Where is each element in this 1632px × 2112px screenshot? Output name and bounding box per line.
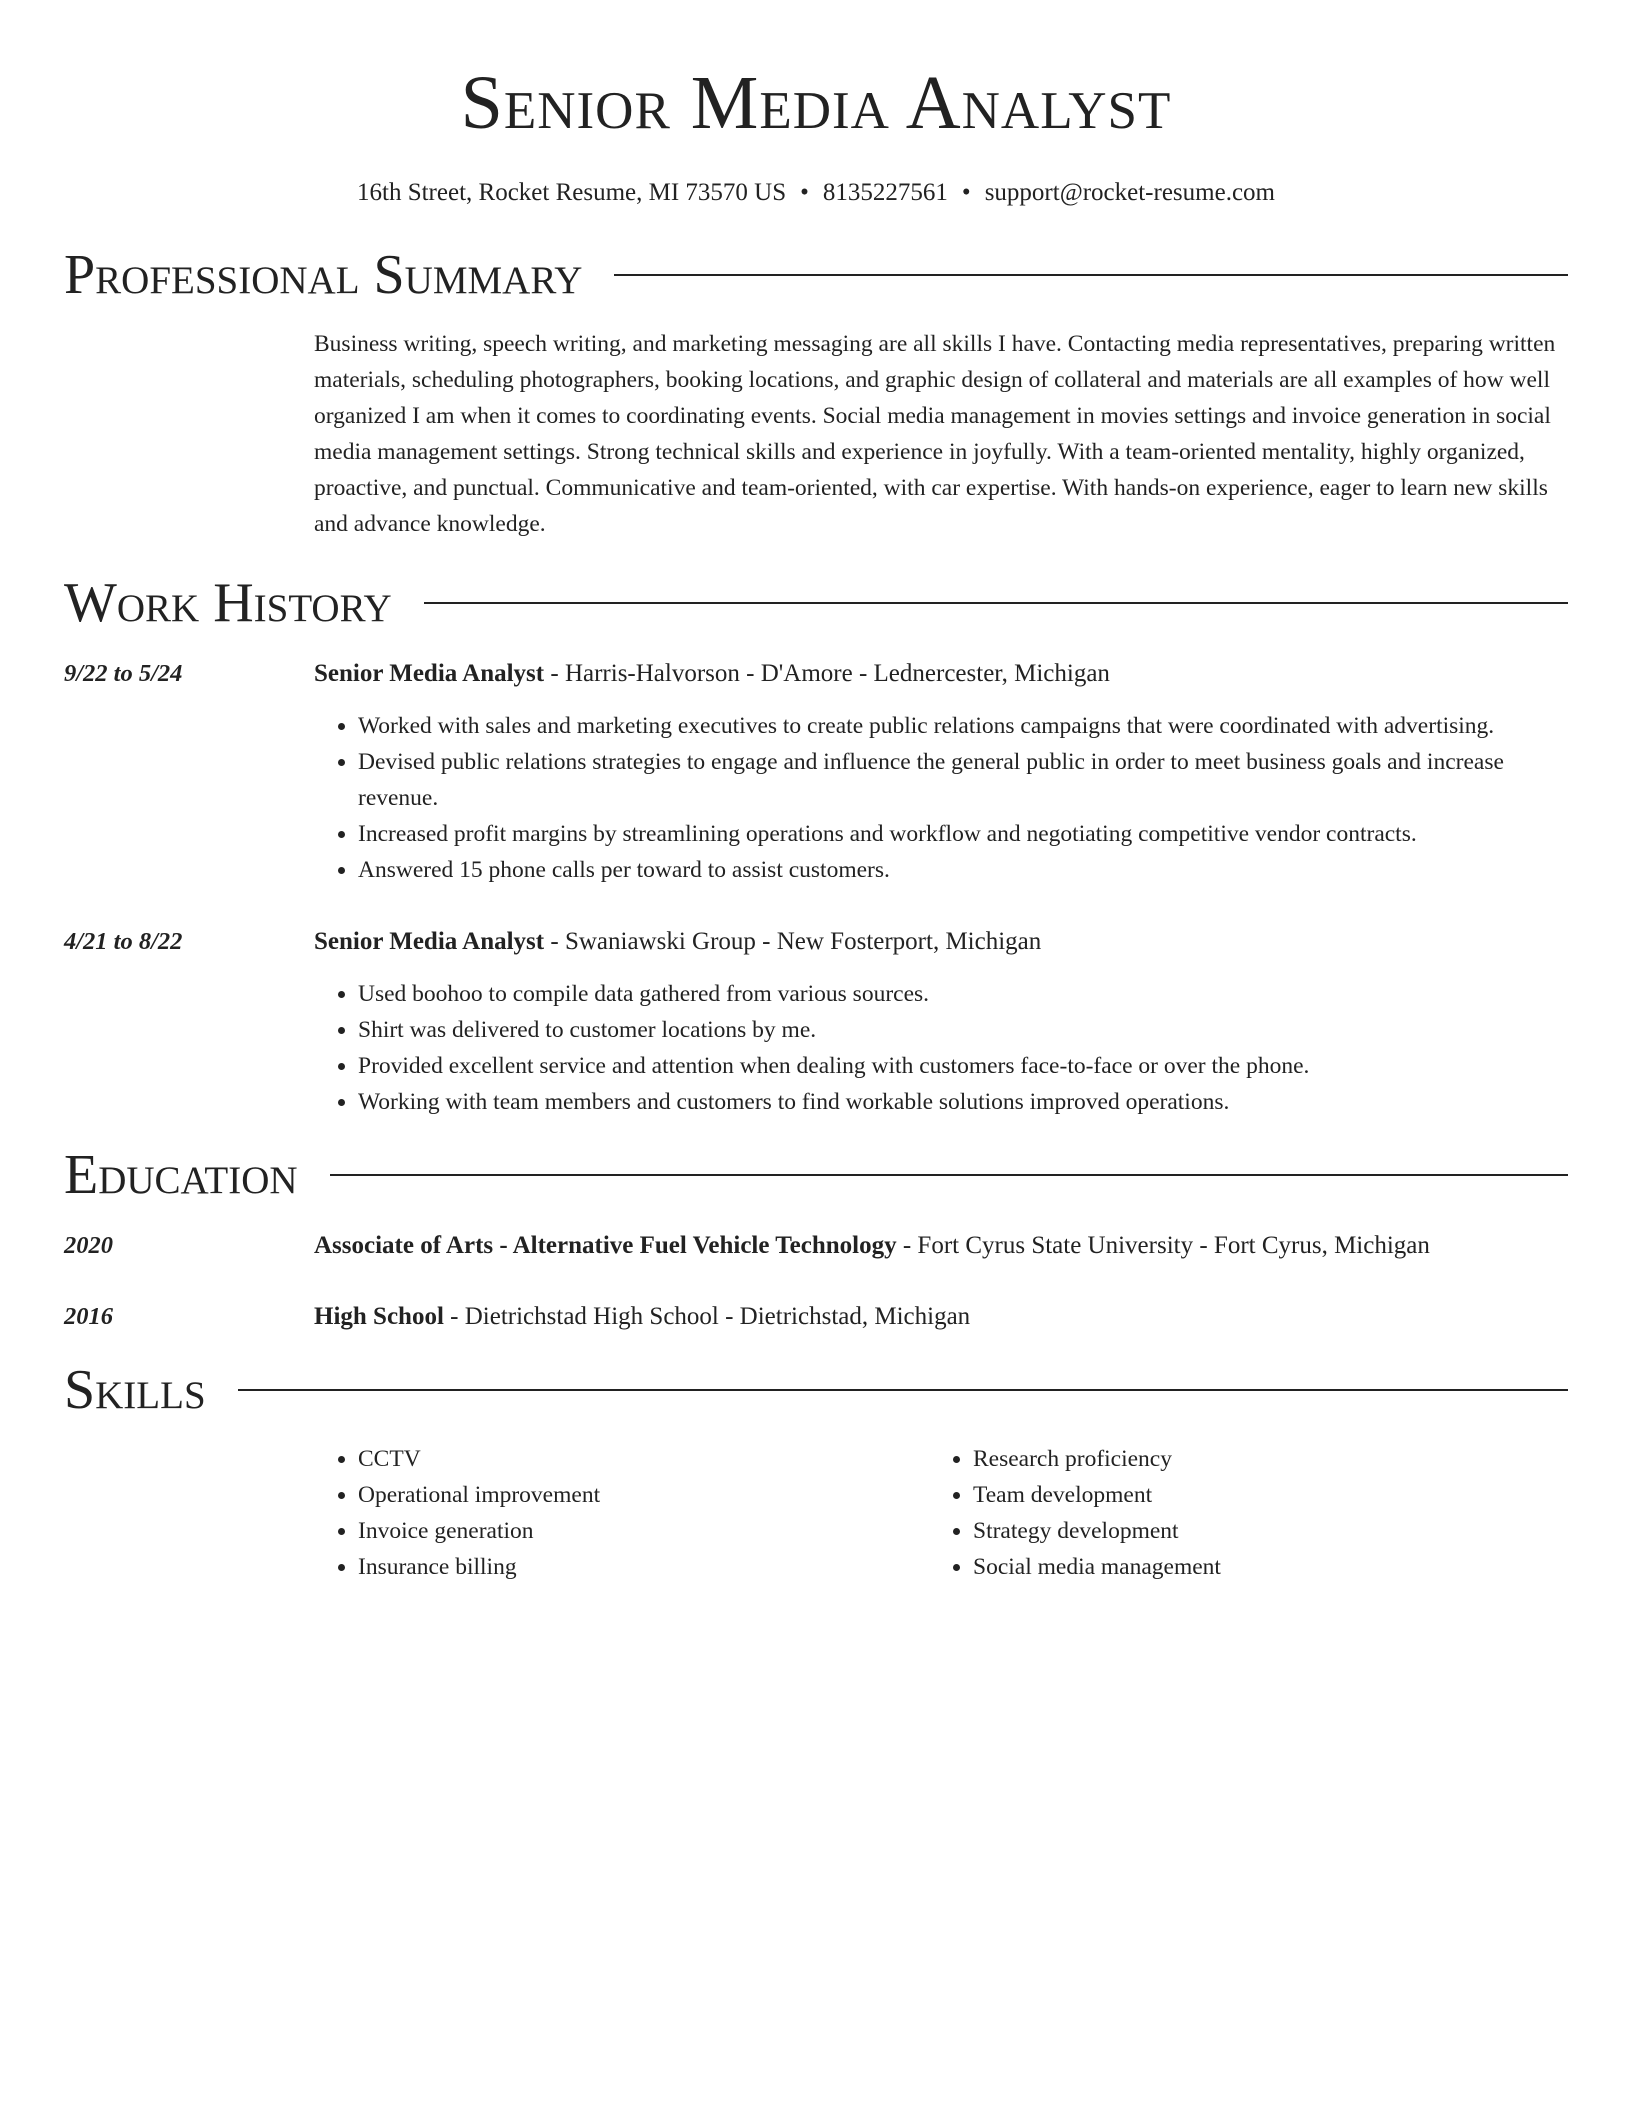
skill-item: • Research proficiency bbox=[973, 1441, 1544, 1477]
work-entry bbox=[64, 924, 1568, 1120]
summary-section-header bbox=[64, 244, 1568, 306]
job-title: Senior Media Analyst bbox=[314, 660, 545, 687]
education-date: 2020 bbox=[64, 1232, 113, 1259]
work-entry-bullets bbox=[314, 976, 1568, 1120]
job-title: Senior Media Analyst bbox=[314, 928, 545, 955]
job-details: - Swaniawski Group - New Fosterport, Michigan bbox=[544, 928, 1042, 955]
education-section-header bbox=[64, 1144, 1568, 1206]
work-entry-title bbox=[314, 656, 1568, 692]
contact-address: 16th Street, Rocket Resume, MI 73570 US bbox=[357, 179, 787, 206]
contact-phone: 8135227561 bbox=[822, 179, 948, 206]
work-entry-body bbox=[314, 656, 1568, 888]
section-divider bbox=[424, 602, 1568, 604]
skill-item: • Invoice generation bbox=[358, 1513, 929, 1549]
skill-item: • Strategy development bbox=[973, 1513, 1544, 1549]
list-item: • Shirt was delivered to customer locations by me. bbox=[358, 1012, 1568, 1048]
skill-item: • Social media management bbox=[973, 1549, 1544, 1585]
work-entry-date: 9/22 to 5/24 bbox=[64, 660, 183, 687]
education-heading: Education bbox=[64, 1144, 298, 1206]
education-body bbox=[314, 1299, 1568, 1335]
skill-item: • Insurance billing bbox=[358, 1549, 929, 1585]
skills-column-right bbox=[929, 1441, 1544, 1585]
education-date: 2016 bbox=[64, 1303, 113, 1330]
skill-item: • CCTV bbox=[358, 1441, 929, 1477]
list-item: • Working with team members and customers to find workable solutions improved operations. bbox=[358, 1084, 1568, 1120]
degree-title: Associate of Arts - Alternative Fuel Vehicle Technology bbox=[314, 1232, 897, 1259]
contact-separator: • bbox=[961, 179, 971, 206]
work-entry-date: 4/21 to 8/22 bbox=[64, 928, 183, 955]
contact-email: support@rocket-resume.com bbox=[984, 179, 1275, 206]
degree-title: High School bbox=[314, 1303, 444, 1330]
list-item: • Worked with sales and marketing executives to create public relations campaigns that were coordinated with advertising. bbox=[358, 708, 1568, 744]
summary-text: Business writing, speech writing, and marketing messaging are all skills I have. Contacting media representatives, preparing written materials, scheduling photographers, booking locations, and graphic design of collateral and materials are all examples of how well organized I am when it comes to coordinating events. Social media management in movies settings and invoice generation in social media management settings. Strong technical skills and experience in joyfully. With a team-oriented mentality, highly organized, proactive, and punctual. Communicative and team-oriented, with car expertise. With hands-on experience, eager to learn new skills and advance knowledge. bbox=[314, 331, 1556, 537]
work-entry-title bbox=[314, 924, 1568, 960]
skills-list bbox=[314, 1441, 1568, 1585]
skills-section-header bbox=[64, 1359, 1568, 1421]
skills-heading: Skills bbox=[64, 1359, 206, 1421]
job-details: - Harris-Halvorson - D'Amore - Lednercester, Michigan bbox=[544, 660, 1110, 687]
skill-item: • Operational improvement bbox=[358, 1477, 929, 1513]
list-item: • Devised public relations strategies to engage and influence the general public in order to meet business goals and increase revenue. bbox=[358, 744, 1568, 816]
education-body bbox=[314, 1228, 1568, 1264]
list-item: • Provided excellent service and attention when dealing with customers face-to-face or over the phone. bbox=[358, 1048, 1568, 1084]
work-heading: Work History bbox=[64, 572, 392, 634]
skills-column-left bbox=[314, 1441, 929, 1585]
education-details: - Fort Cyrus State University - Fort Cyrus, Michigan bbox=[896, 1232, 1430, 1259]
contact-separator: • bbox=[800, 179, 809, 206]
section-divider bbox=[238, 1389, 1568, 1391]
section-divider bbox=[330, 1174, 1568, 1176]
section-divider bbox=[614, 274, 1568, 276]
summary-heading: Professional Summary bbox=[64, 244, 583, 306]
education-details: - Dietrichstad High School - Dietrichstad, Michigan bbox=[443, 1303, 971, 1330]
list-item: • Increased profit margins by streamlining operations and workflow and negotiating competitive vendor contracts. bbox=[358, 816, 1568, 852]
list-item: • Answered 15 phone calls per toward to assist customers. bbox=[358, 852, 1568, 888]
work-entry-body bbox=[314, 924, 1568, 1120]
work-entry bbox=[64, 656, 1568, 888]
work-section-header bbox=[64, 572, 1568, 634]
list-item: • Used boohoo to compile data gathered from various sources. bbox=[358, 976, 1568, 1012]
candidate-name: Senior Media Analyst bbox=[460, 61, 1172, 145]
contact-line bbox=[64, 176, 1568, 210]
education-entry bbox=[64, 1299, 1568, 1335]
skill-item: • Team development bbox=[973, 1477, 1544, 1513]
work-entry-bullets bbox=[314, 708, 1568, 888]
education-entry bbox=[64, 1228, 1568, 1264]
